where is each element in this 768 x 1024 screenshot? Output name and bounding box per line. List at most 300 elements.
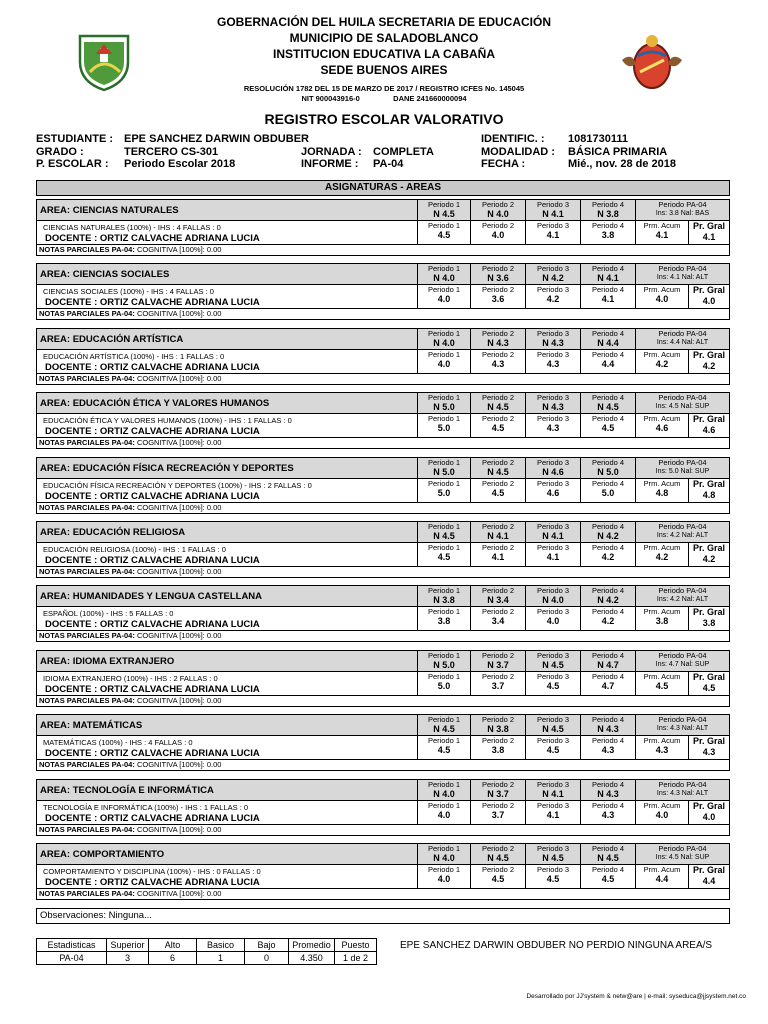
ins-nal: Ins: 4.1 Nal: ALT: [656, 274, 709, 281]
stat-header-cell: Estadisticas: [37, 939, 107, 952]
period-4-grade: Periodo 4 4.2: [580, 607, 635, 631]
period-2-grade: Periodo 2 4.5: [470, 479, 525, 503]
general-average: Pr. Gral 4.2: [688, 543, 729, 567]
period-2-nota: N 3.6: [487, 273, 509, 283]
subject-name: EDUCACIÓN ARTÍSTICA (100%) - IHS : 1 FALLAS : 0: [43, 352, 225, 361]
ins-nal: Ins: 4.7 Nal: SUP: [655, 661, 710, 668]
stat-value-cell: 4.350: [289, 952, 335, 965]
subject-row: [37, 350, 729, 374]
period-3-header: Periodo 3 N 4.5: [525, 651, 580, 671]
period-4-nota: N 4.7: [597, 660, 619, 670]
partial-notes-row: NOTAS PARCIALES PA-04: COGNITIVA [100%]: 0.00: [39, 825, 222, 834]
subject-name: EDUCACIÓN FÍSICA RECREACIÓN Y DEPORTES (100%) - IHS : 2 FALLAS : 0: [43, 481, 312, 490]
general-average: Pr. Gral 4.2: [688, 350, 729, 374]
period-2-grade: Periodo 2 3.6: [470, 285, 525, 309]
subject-row: [37, 672, 729, 696]
period-2-grade: Periodo 2 4.0: [470, 221, 525, 245]
period-1-nota: N 5.0: [433, 660, 455, 670]
period-4-header: Periodo 4 N 4.2: [580, 522, 635, 542]
period-4-nota: N 4.4: [597, 338, 619, 348]
period-1-grade: Periodo 1 4.0: [417, 350, 470, 374]
statistics-values-row: [37, 952, 377, 965]
period-2-grade: Periodo 2 4.3: [470, 350, 525, 374]
period-pa-header: Periodo PA-04 Ins: 3.8 Nal: BAS: [635, 200, 729, 220]
area-name: AREA: COMPORTAMIENTO: [40, 849, 165, 860]
period-pa-header: Periodo PA-04 Ins: 4.1 Nal: ALT: [635, 264, 729, 284]
period-1-grade: Periodo 1 4.0: [417, 865, 470, 889]
period-2-grade: Periodo 2 4.1: [470, 543, 525, 567]
subject-row: [37, 221, 729, 245]
period-4-grade: Periodo 4 4.5: [580, 414, 635, 438]
partial-notes-row: NOTAS PARCIALES PA-04: COGNITIVA [100%]: 0.00: [39, 696, 222, 705]
period-1-header: Periodo 1 N 4.0: [417, 329, 470, 349]
period-4-header: Periodo 4 N 4.3: [580, 780, 635, 800]
period-3-nota: N 4.6: [542, 467, 564, 477]
period-4-grade: Periodo 4 4.4: [580, 350, 635, 374]
area-header-row: [37, 393, 729, 414]
period-1-nota: N 4.0: [433, 273, 455, 283]
partial-notes-row: NOTAS PARCIALES PA-04: COGNITIVA [100%]: 0.00: [39, 760, 222, 769]
period-3-grade: Periodo 3 4.5: [525, 672, 580, 696]
modality-label: MODALIDAD :: [481, 145, 555, 158]
partial-notes-row: NOTAS PARCIALES PA-04: COGNITIVA [100%]: 0.00: [39, 567, 222, 576]
accumulated-average: Prm. Acum 3.8: [635, 607, 688, 631]
shift-value: COMPLETA: [373, 145, 434, 158]
period-1-nota: N 4.5: [433, 209, 455, 219]
area-name: AREA: EDUCACIÓN RELIGIOSA: [40, 527, 186, 538]
period-1-header: Periodo 1 N 5.0: [417, 393, 470, 413]
period-3-header: Periodo 3 N 4.2: [525, 264, 580, 284]
period-1-grade: Periodo 1 5.0: [417, 414, 470, 438]
teacher-name: DOCENTE : ORTIZ CALVACHE ADRIANA LUCIA: [45, 362, 260, 373]
period-4-nota: N 4.2: [597, 595, 619, 605]
report-label: INFORME :: [301, 158, 359, 170]
header-line-2: MUNICIPIO DE SALADOBLANCO: [289, 31, 479, 45]
period-3-grade: Periodo 3 4.0: [525, 607, 580, 631]
document-title: REGISTRO ESCOLAR VALORATIVO: [264, 111, 504, 127]
period-1-nota: N 5.0: [433, 402, 455, 412]
result-message: EPE SANCHEZ DARWIN OBDUBER NO PERDIO NINGUNA AREA/S: [400, 940, 713, 951]
accumulated-average: Prm. Acum 4.8: [635, 479, 688, 503]
period-1-grade: Periodo 1 4.5: [417, 736, 470, 760]
stat-value-cell: 0: [245, 952, 289, 965]
statistics-table: [36, 938, 377, 965]
area-block: [36, 328, 730, 385]
period-4-header: Periodo 4 N 4.5: [580, 844, 635, 864]
area-header-row: [37, 264, 729, 285]
partial-notes-row: NOTAS PARCIALES PA-04: COGNITIVA [100%]: 0.00: [39, 245, 222, 254]
stat-value-cell: 1 de 2: [335, 952, 377, 965]
area-block: [36, 650, 730, 707]
period-3-nota: N 4.1: [542, 789, 564, 799]
statistics-header-row: [37, 939, 377, 952]
period-pa-header: Periodo PA-04 Ins: 4.2 Nal: ALT: [635, 522, 729, 542]
general-average: Pr. Gral 3.8: [688, 607, 729, 631]
area-name: AREA: CIENCIAS SOCIALES: [40, 269, 170, 280]
period-1-grade: Periodo 1 5.0: [417, 479, 470, 503]
period-4-grade: Periodo 4 5.0: [580, 479, 635, 503]
area-block: [36, 714, 730, 771]
area-block: [36, 521, 730, 578]
accumulated-average: Prm. Acum 4.4: [635, 865, 688, 889]
student-label: ESTUDIANTE :: [36, 133, 113, 145]
subject-row: [37, 801, 729, 825]
area-header-row: [37, 586, 729, 607]
period-1-nota: N 4.0: [433, 853, 455, 863]
stat-header-cell: Alto: [149, 939, 197, 952]
area-header-row: [37, 329, 729, 350]
period-3-header: Periodo 3 N 4.5: [525, 715, 580, 735]
period-3-grade: Periodo 3 4.1: [525, 221, 580, 245]
partial-notes-row: NOTAS PARCIALES PA-04: COGNITIVA [100%]: 0.00: [39, 309, 222, 318]
ins-nal: Ins: 4.2 Nal: ALT: [656, 532, 709, 539]
header-line-4: SEDE BUENOS AIRES: [320, 63, 448, 77]
period-3-grade: Periodo 3 4.1: [525, 543, 580, 567]
observations: Observaciones: Ninguna...: [36, 908, 730, 924]
period-4-header: Periodo 4 N 5.0: [580, 458, 635, 478]
period-1-header: Periodo 1 N 4.5: [417, 522, 470, 542]
ins-nal: Ins: 4.4 Nal: ALT: [656, 339, 709, 346]
period-2-grade: Periodo 2 4.5: [470, 865, 525, 889]
period-3-grade: Periodo 3 4.1: [525, 801, 580, 825]
student-name: EPE SANCHEZ DARWIN OBDUBER: [124, 133, 309, 145]
period-pa-header: Periodo PA-04 Ins: 5.0 Nal: SUP: [635, 458, 729, 478]
period-4-header: Periodo 4 N 4.3: [580, 715, 635, 735]
period-3-header: Periodo 3 N 4.0: [525, 586, 580, 606]
partial-notes-row: NOTAS PARCIALES PA-04: COGNITIVA [100%]: 0.00: [39, 631, 222, 640]
period-3-nota: N 4.5: [542, 660, 564, 670]
teacher-name: DOCENTE : ORTIZ CALVACHE ADRIANA LUCIA: [45, 555, 260, 566]
nit-dane-line: NIT 900043916-0 DANE 241660000094: [301, 94, 467, 103]
period-4-grade: Periodo 4 3.8: [580, 221, 635, 245]
period-1-grade: Periodo 1 4.5: [417, 221, 470, 245]
period-1-header: Periodo 1 N 4.0: [417, 844, 470, 864]
ins-nal: Ins: 3.8 Nal: BAS: [655, 210, 710, 217]
area-block: [36, 457, 730, 514]
teacher-name: DOCENTE : ORTIZ CALVACHE ADRIANA LUCIA: [45, 233, 260, 244]
period-2-header: Periodo 2 N 4.1: [470, 522, 525, 542]
period-2-nota: N 3.8: [487, 724, 509, 734]
report-value: PA-04: [373, 158, 404, 170]
period-4-header: Periodo 4 N 4.1: [580, 264, 635, 284]
ins-nal: Ins: 4.3 Nal: ALT: [656, 725, 709, 732]
subjects-areas-header: ASIGNATURAS - AREAS: [36, 180, 730, 196]
period-4-grade: Periodo 4 4.2: [580, 543, 635, 567]
period-2-header: Periodo 2 N 4.0: [470, 200, 525, 220]
date-label: FECHA :: [481, 158, 526, 170]
period-2-nota: N 4.0: [487, 209, 509, 219]
period-4-header: Periodo 4 N 4.4: [580, 329, 635, 349]
subject-name: EDUCACIÓN ÉTICA Y VALORES HUMANOS (100%) - IHS : 1 FALLAS : 0: [43, 416, 292, 425]
area-header-row: [37, 844, 729, 865]
area-header-row: [37, 715, 729, 736]
area-name: AREA: TECNOLOGÍA E INFORMÁTICA: [40, 785, 214, 796]
period-3-nota: N 4.1: [542, 531, 564, 541]
subject-name: CIENCIAS NATURALES (100%) - IHS : 4 FALLAS : 0: [43, 223, 221, 232]
general-average: Pr. Gral 4.5: [688, 672, 729, 696]
subject-row: [37, 736, 729, 760]
subject-row: [37, 479, 729, 503]
subject-name: IDIOMA EXTRANJERO (100%) - IHS : 2 FALLAS : 0: [43, 674, 218, 683]
period-3-header: Periodo 3 N 4.1: [525, 522, 580, 542]
school-period-value: Periodo Escolar 2018: [124, 158, 236, 170]
accumulated-average: Prm. Acum 4.5: [635, 672, 688, 696]
general-average: Pr. Gral 4.0: [688, 285, 729, 309]
period-pa-header: Periodo PA-04 Ins: 4.4 Nal: ALT: [635, 329, 729, 349]
period-2-header: Periodo 2 N 4.5: [470, 393, 525, 413]
ins-nal: Ins: 4.5 Nal: SUP: [655, 403, 710, 410]
period-4-nota: N 4.5: [597, 402, 619, 412]
teacher-name: DOCENTE : ORTIZ CALVACHE ADRIANA LUCIA: [45, 426, 260, 437]
grade-value: TERCERO CS-301: [124, 145, 219, 158]
subject-name: ESPAÑOL (100%) - IHS : 5 FALLAS : 0: [43, 609, 174, 618]
period-1-nota: N 4.5: [433, 724, 455, 734]
period-2-header: Periodo 2 N 3.7: [470, 651, 525, 671]
period-pa-header: Periodo PA-04 Ins: 4.5 Nal: SUP: [635, 844, 729, 864]
period-pa-header: Periodo PA-04 Ins: 4.5 Nal: SUP: [635, 393, 729, 413]
area-block: [36, 843, 730, 900]
period-2-nota: N 4.5: [487, 853, 509, 863]
area-name: AREA: IDIOMA EXTRANJERO: [40, 656, 175, 667]
teacher-name: DOCENTE : ORTIZ CALVACHE ADRIANA LUCIA: [45, 684, 260, 695]
period-3-nota: N 4.5: [542, 724, 564, 734]
period-4-header: Periodo 4 N 4.5: [580, 393, 635, 413]
period-4-grade: Periodo 4 4.1: [580, 285, 635, 309]
partial-notes-row: NOTAS PARCIALES PA-04: COGNITIVA [100%]: 0.00: [39, 374, 222, 383]
period-1-header: Periodo 1 N 4.5: [417, 715, 470, 735]
subject-name: COMPORTAMIENTO Y DISCIPLINA (100%) - IHS : 0 FALLAS : 0: [43, 867, 261, 876]
period-2-grade: Periodo 2 4.5: [470, 414, 525, 438]
general-average: Pr. Gral 4.1: [688, 221, 729, 245]
student-info: [36, 133, 736, 171]
area-name: AREA: MATEMÁTICAS: [40, 720, 143, 731]
subject-row: [37, 285, 729, 309]
accumulated-average: Prm. Acum 4.3: [635, 736, 688, 760]
period-3-grade: Periodo 3 4.2: [525, 285, 580, 309]
accumulated-average: Prm. Acum 4.0: [635, 801, 688, 825]
period-3-header: Periodo 3 N 4.1: [525, 200, 580, 220]
period-4-nota: N 5.0: [597, 467, 619, 477]
period-3-header: Periodo 3 N 4.3: [525, 393, 580, 413]
period-1-nota: N 4.0: [433, 338, 455, 348]
teacher-name: DOCENTE : ORTIZ CALVACHE ADRIANA LUCIA: [45, 297, 260, 308]
teacher-name: DOCENTE : ORTIZ CALVACHE ADRIANA LUCIA: [45, 877, 260, 888]
period-3-nota: N 4.2: [542, 273, 564, 283]
ins-nal: Ins: 4.2 Nal: ALT: [656, 596, 709, 603]
period-2-grade: Periodo 2 3.7: [470, 801, 525, 825]
area-block: [36, 779, 730, 836]
period-4-nota: N 4.2: [597, 531, 619, 541]
period-1-header: Periodo 1 N 4.0: [417, 780, 470, 800]
period-1-nota: N 5.0: [433, 467, 455, 477]
period-3-header: Periodo 3 N 4.5: [525, 844, 580, 864]
stat-header-cell: Basico: [197, 939, 245, 952]
period-pa-header: Periodo PA-04 Ins: 4.2 Nal: ALT: [635, 586, 729, 606]
period-4-header: Periodo 4 N 4.7: [580, 651, 635, 671]
period-2-header: Periodo 2 N 3.4: [470, 586, 525, 606]
stat-value-cell: 3: [107, 952, 149, 965]
period-1-grade: Periodo 1 4.5: [417, 543, 470, 567]
period-2-header: Periodo 2 N 3.7: [470, 780, 525, 800]
period-1-header: Periodo 1 N 4.5: [417, 200, 470, 220]
accumulated-average: Prm. Acum 4.6: [635, 414, 688, 438]
area-name: AREA: EDUCACIÓN ÉTICA Y VALORES HUMANOS: [40, 398, 270, 409]
area-block: [36, 392, 730, 449]
accumulated-average: Prm. Acum 4.2: [635, 350, 688, 374]
period-2-nota: N 4.5: [487, 467, 509, 477]
subject-name: CIENCIAS SOCIALES (100%) - IHS : 4 FALLAS : 0: [43, 287, 214, 296]
period-1-header: Periodo 1 N 5.0: [417, 651, 470, 671]
area-header-row: [37, 522, 729, 543]
period-4-grade: Periodo 4 4.5: [580, 865, 635, 889]
period-1-grade: Periodo 1 5.0: [417, 672, 470, 696]
partial-notes-row: NOTAS PARCIALES PA-04: COGNITIVA [100%]: 0.00: [39, 438, 222, 447]
period-3-nota: N 4.1: [542, 209, 564, 219]
period-3-grade: Periodo 3 4.5: [525, 736, 580, 760]
period-2-grade: Periodo 2 3.7: [470, 672, 525, 696]
period-3-nota: N 4.3: [542, 338, 564, 348]
period-2-header: Periodo 2 N 4.3: [470, 329, 525, 349]
period-4-nota: N 4.3: [597, 724, 619, 734]
general-average: Pr. Gral 4.4: [688, 865, 729, 889]
period-1-header: Periodo 1 N 3.8: [417, 586, 470, 606]
period-1-nota: N 4.0: [433, 789, 455, 799]
area-block: [36, 199, 730, 256]
subject-name: TECNOLOGÍA E INFORMÁTICA (100%) - IHS : 1 FALLAS : 0: [43, 803, 249, 812]
period-4-grade: Periodo 4 4.7: [580, 672, 635, 696]
period-3-grade: Periodo 3 4.3: [525, 350, 580, 374]
period-4-header: Periodo 4 N 4.2: [580, 586, 635, 606]
period-4-grade: Periodo 4 4.3: [580, 736, 635, 760]
period-3-header: Periodo 3 N 4.1: [525, 780, 580, 800]
period-2-header: Periodo 2 N 4.5: [470, 844, 525, 864]
period-1-grade: Periodo 1 3.8: [417, 607, 470, 631]
general-average: Pr. Gral 4.3: [688, 736, 729, 760]
huila-coat-of-arms-logo: [620, 32, 684, 92]
period-2-nota: N 3.4: [487, 595, 509, 605]
subject-row: [37, 543, 729, 567]
subject-row: [37, 865, 729, 889]
period-pa-header: Periodo PA-04 Ins: 4.3 Nal: ALT: [635, 715, 729, 735]
subject-row: [37, 607, 729, 631]
period-2-nota: N 4.3: [487, 338, 509, 348]
period-4-header: Periodo 4 N 3.8: [580, 200, 635, 220]
stat-value-cell: 6: [149, 952, 197, 965]
area-block: [36, 263, 730, 320]
period-4-nota: N 4.1: [597, 273, 619, 283]
footer-credits: Desarrollado por JJ'system & netw@are | e-mail: syseduca@jjsystem.net.co: [526, 993, 746, 1000]
header-line-3: INSTITUCION EDUCATIVA LA CABAÑA: [273, 47, 495, 61]
teacher-name: DOCENTE : ORTIZ CALVACHE ADRIANA LUCIA: [45, 813, 260, 824]
accumulated-average: Prm. Acum 4.2: [635, 543, 688, 567]
period-2-grade: Periodo 2 3.8: [470, 736, 525, 760]
period-1-grade: Periodo 1 4.0: [417, 285, 470, 309]
period-3-nota: N 4.5: [542, 853, 564, 863]
period-2-nota: N 4.5: [487, 402, 509, 412]
id-label: IDENTIFIC. :: [481, 133, 545, 145]
period-4-nota: N 3.8: [597, 209, 619, 219]
period-4-grade: Periodo 4 4.3: [580, 801, 635, 825]
resolution-line: RESOLUCIÓN 1782 DEL 15 DE MARZO DE 2017 / REGISTRO ICFES No. 145045: [243, 84, 525, 93]
stat-header-cell: Promedio: [289, 939, 335, 952]
ins-nal: Ins: 4.5 Nal: SUP: [655, 854, 710, 861]
school-period-label: P. ESCOLAR :: [36, 158, 109, 170]
area-header-row: [37, 651, 729, 672]
area-header-row: [37, 200, 729, 221]
accumulated-average: Prm. Acum 4.0: [635, 285, 688, 309]
general-average: Pr. Gral 4.0: [688, 801, 729, 825]
grade-label: GRADO :: [36, 145, 84, 158]
period-1-nota: N 3.8: [433, 595, 455, 605]
school-shield-logo: [76, 32, 132, 92]
header-line-1: GOBERNACIÓN DEL HUILA SECRETARIA DE EDUCACIÓN: [216, 15, 551, 29]
id-value: 1081730111: [568, 133, 628, 145]
teacher-name: DOCENTE : ORTIZ CALVACHE ADRIANA LUCIA: [45, 748, 260, 759]
period-2-grade: Periodo 2 3.4: [470, 607, 525, 631]
teacher-name: DOCENTE : ORTIZ CALVACHE ADRIANA LUCIA: [45, 619, 260, 630]
general-average: Pr. Gral 4.6: [688, 414, 729, 438]
period-4-nota: N 4.5: [597, 853, 619, 863]
subject-name: MATEMÁTICAS (100%) - IHS : 4 FALLAS : 0: [43, 738, 193, 747]
ins-nal: Ins: 5.0 Nal: SUP: [655, 468, 710, 475]
period-4-nota: N 4.3: [597, 789, 619, 799]
period-pa-header: Periodo PA-04 Ins: 4.7 Nal: SUP: [635, 651, 729, 671]
period-2-header: Periodo 2 N 3.6: [470, 264, 525, 284]
area-name: AREA: EDUCACIÓN FÍSICA RECREACIÓN Y DEPORTES: [40, 463, 294, 474]
period-3-grade: Periodo 3 4.5: [525, 865, 580, 889]
period-2-header: Periodo 2 N 4.5: [470, 458, 525, 478]
period-2-nota: N 3.7: [487, 660, 509, 670]
ins-nal: Ins: 4.3 Nal: ALT: [656, 790, 709, 797]
period-1-nota: N 4.5: [433, 531, 455, 541]
modality-value: BÁSICA PRIMARIA: [568, 145, 668, 158]
area-name: AREA: HUMANIDADES Y LENGUA CASTELLANA: [40, 591, 263, 602]
period-1-header: Periodo 1 N 5.0: [417, 458, 470, 478]
stat-header-cell: Bajo: [245, 939, 289, 952]
period-1-grade: Periodo 1 4.0: [417, 801, 470, 825]
period-3-header: Periodo 3 N 4.6: [525, 458, 580, 478]
period-2-nota: N 4.1: [487, 531, 509, 541]
subject-row: [37, 414, 729, 438]
stat-value-cell: 1: [197, 952, 245, 965]
accumulated-average: Prm. Acum 4.1: [635, 221, 688, 245]
period-3-grade: Periodo 3 4.6: [525, 479, 580, 503]
period-3-header: Periodo 3 N 4.3: [525, 329, 580, 349]
period-2-nota: N 3.7: [487, 789, 509, 799]
area-block: [36, 585, 730, 642]
general-average: Pr. Gral 4.8: [688, 479, 729, 503]
stat-header-cell: Puesto: [335, 939, 377, 952]
period-3-nota: N 4.0: [542, 595, 564, 605]
area-name: AREA: CIENCIAS NATURALES: [40, 205, 179, 216]
area-header-row: [37, 780, 729, 801]
teacher-name: DOCENTE : ORTIZ CALVACHE ADRIANA LUCIA: [45, 491, 260, 502]
period-3-grade: Periodo 3 4.3: [525, 414, 580, 438]
partial-notes-row: NOTAS PARCIALES PA-04: COGNITIVA [100%]: 0.00: [39, 889, 222, 898]
stat-header-cell: Superior: [107, 939, 149, 952]
period-1-header: Periodo 1 N 4.0: [417, 264, 470, 284]
area-name: AREA: EDUCACIÓN ARTÍSTICA: [40, 334, 184, 345]
shift-label: JORNADA :: [301, 145, 362, 158]
period-3-nota: N 4.3: [542, 402, 564, 412]
area-header-row: [37, 458, 729, 479]
period-pa-header: Periodo PA-04 Ins: 4.3 Nal: ALT: [635, 780, 729, 800]
partial-notes-row: NOTAS PARCIALES PA-04: COGNITIVA [100%]: 0.00: [39, 503, 222, 512]
subject-name: EDUCACIÓN RELIGIOSA (100%) - IHS : 1 FALLAS : 0: [43, 545, 226, 554]
date-value: Mié., nov. 28 de 2018: [568, 158, 677, 170]
period-2-header: Periodo 2 N 3.8: [470, 715, 525, 735]
stat-value-cell: PA-04: [37, 952, 107, 965]
